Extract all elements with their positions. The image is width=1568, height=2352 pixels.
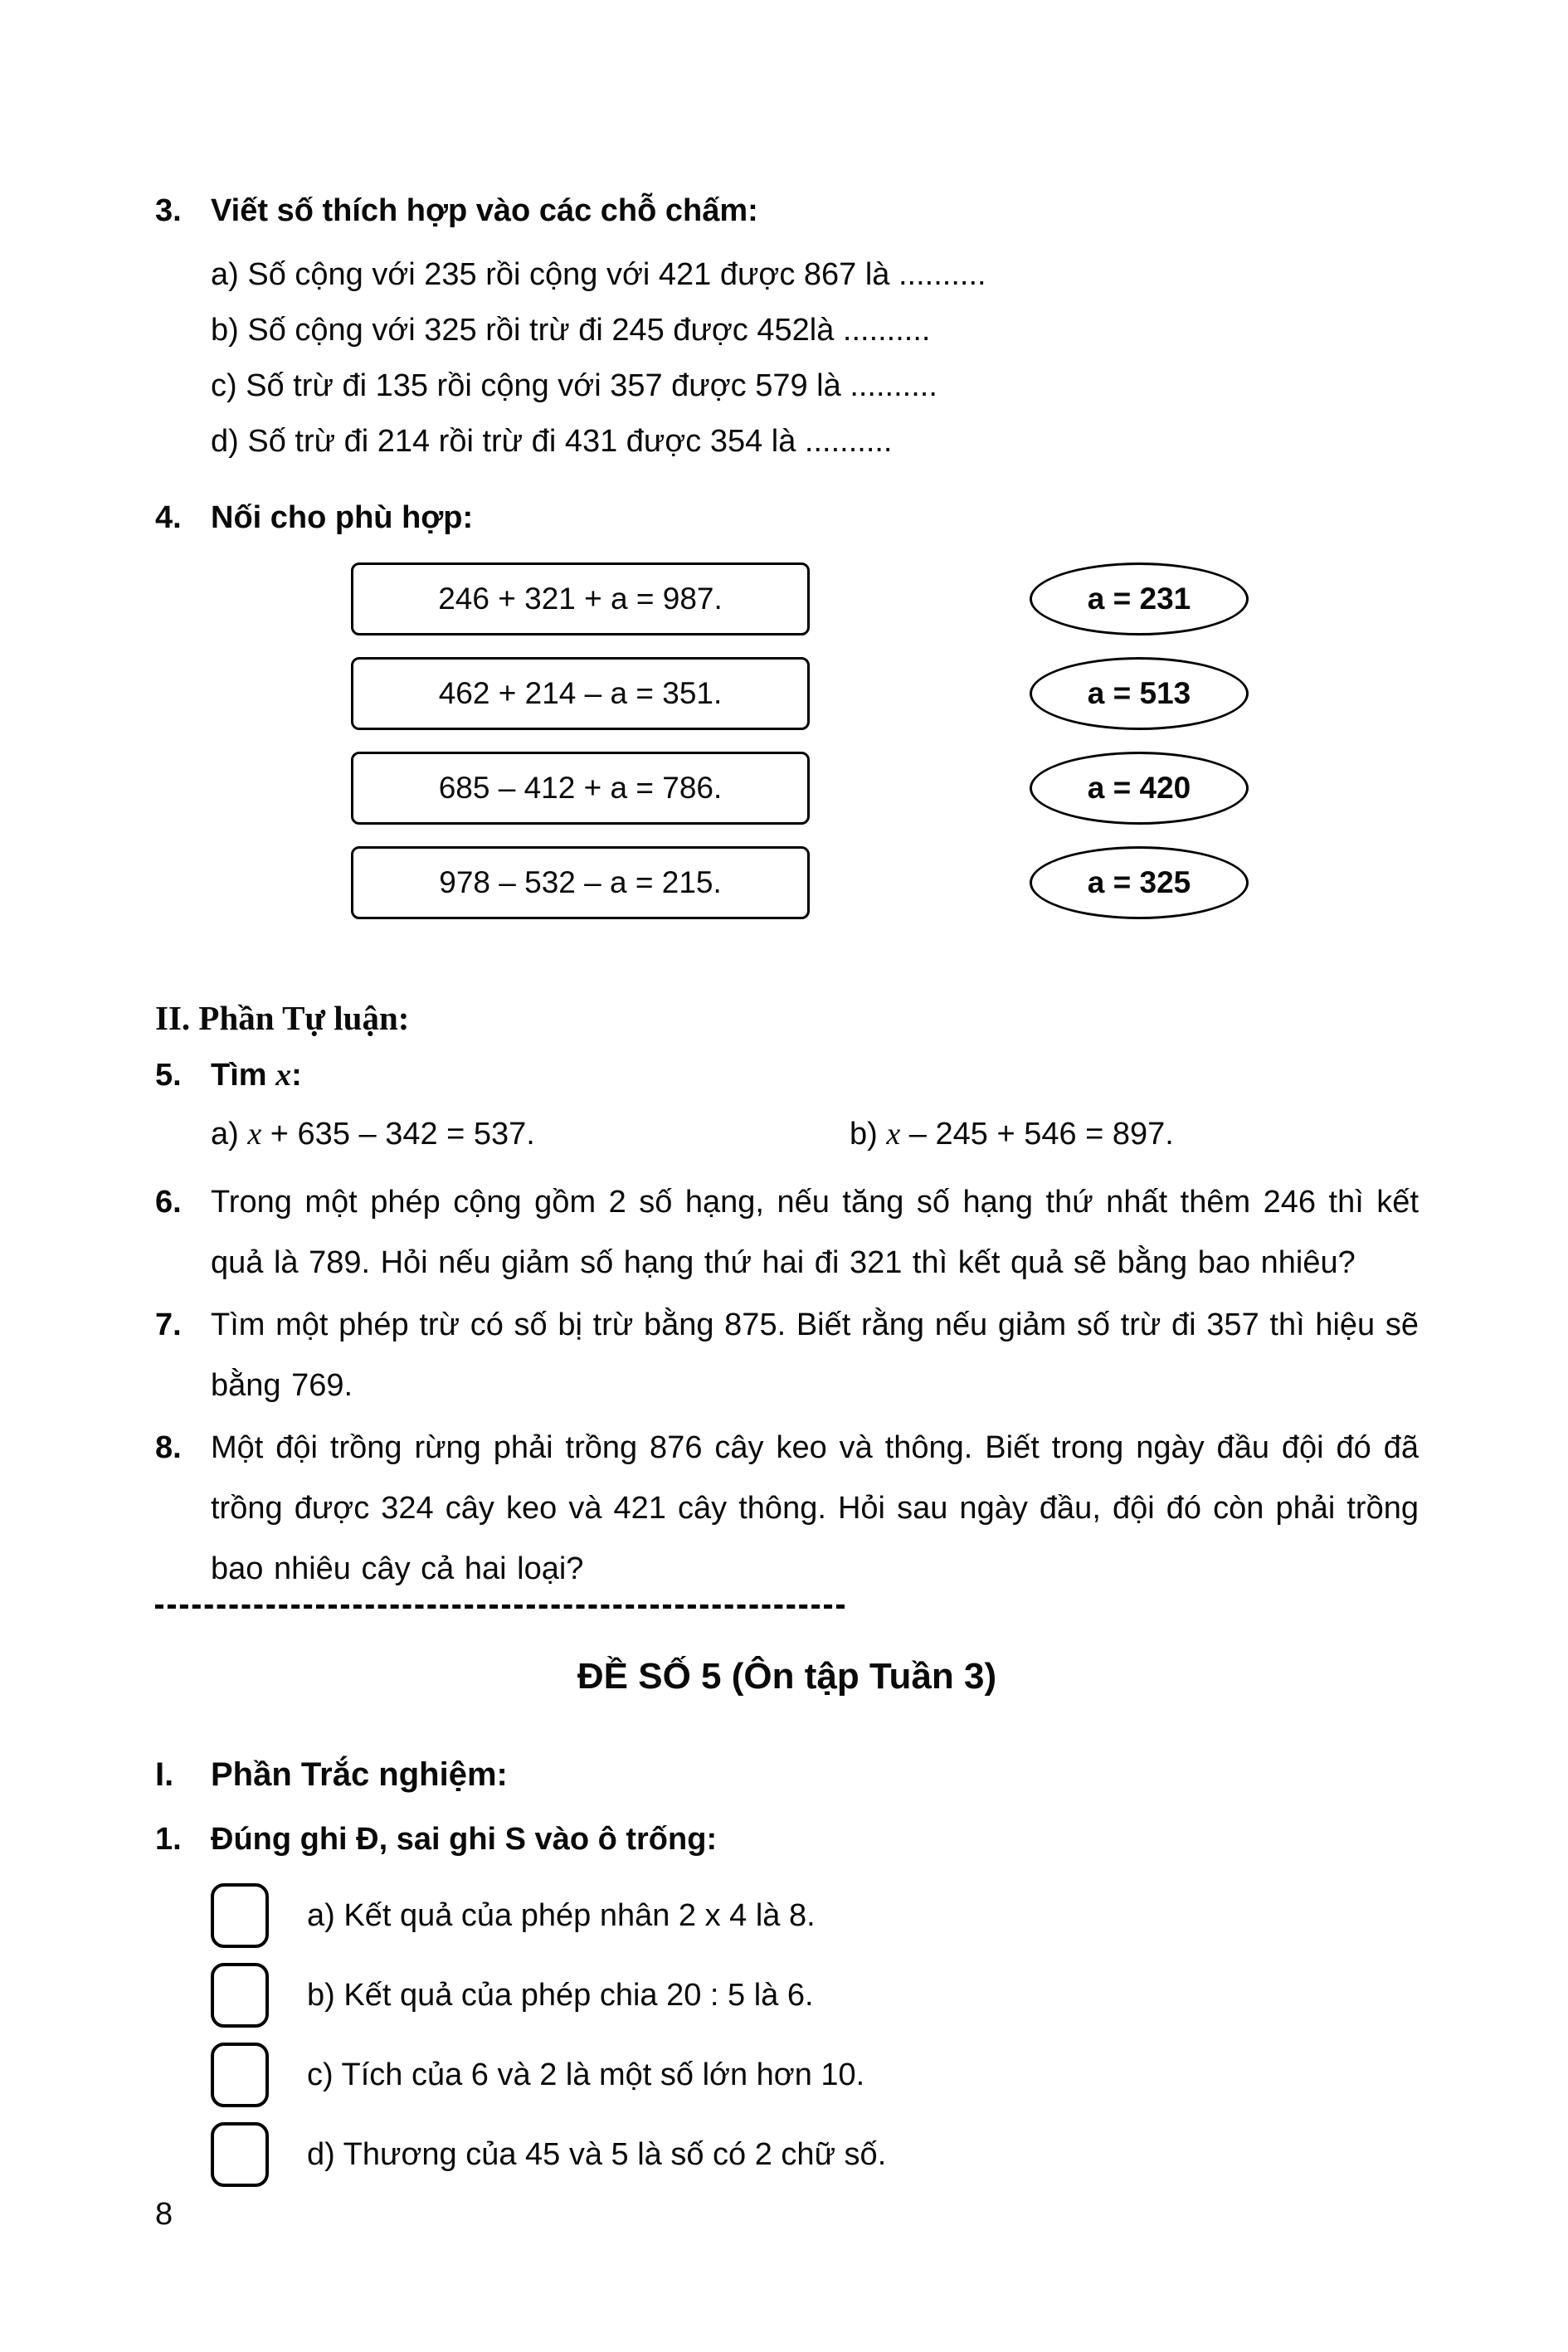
section-5-heading — [155, 1052, 1419, 1098]
question-1-heading — [155, 1816, 1419, 1863]
true-false-row-a — [211, 1882, 1419, 1949]
equation-box-3: 685 – 412 + a = 786. — [351, 752, 810, 825]
equation-b-label: b) — [850, 1117, 878, 1152]
part-i-number: I. — [155, 1756, 174, 1793]
answer-box-c — [211, 2043, 269, 2107]
section-5-number: 5. — [155, 1058, 182, 1093]
find-x-equations — [211, 1107, 1419, 1162]
test-5-title: ĐỀ SỐ 5 (Ôn tập Tuần 3) — [577, 1656, 997, 1697]
section-5-title — [211, 1052, 302, 1098]
fill-in-item-c: c) Số trừ đi 135 rồi cộng với 357 được 579 là .......... — [211, 368, 937, 403]
section-4-title: Nối cho phù hợp: — [211, 500, 474, 535]
equation-box-1: 246 + 321 + a = 987. — [351, 562, 810, 635]
answer-box-a — [211, 1883, 269, 1948]
equation-box-4: 978 – 532 – a = 215. — [351, 846, 810, 919]
find-x-equation-a — [211, 1107, 850, 1162]
equation-a-expression: + 635 – 342 = 537. — [270, 1117, 535, 1152]
answer-ellipse-2: a = 513 — [1030, 657, 1249, 730]
problem-7-text: Tìm một phép trừ có số bị trừ bằng 875. Biết rằng nếu giảm số trừ đi 357 thì hiệu sẽ bằng 769. — [211, 1307, 1419, 1403]
dashed-separator — [155, 1605, 845, 1609]
part-i-heading — [155, 1751, 1419, 1798]
problem-8-text: Một đội trồng rừng phải trồng 876 cây keo và thông. Biết trong ngày đầu đội đó đã trồng được 324 cây keo và 421 cây thông. Hỏi sau ngày đầu, đội đó còn phải trồng bao nhiêu cây cả hai loại? — [211, 1430, 1419, 1586]
answer-ellipse-3: a = 420 — [1030, 752, 1249, 825]
find-label: Tìm — [211, 1058, 267, 1093]
section-4-heading — [155, 494, 1419, 541]
problem-6-number: 6. — [155, 1185, 182, 1220]
answer-column — [1030, 562, 1249, 919]
problem-8 — [155, 1418, 1419, 1600]
true-false-row-d — [211, 2121, 1419, 2188]
page-number: 8 — [155, 2197, 173, 2232]
equation-column — [351, 562, 810, 919]
true-false-row-c — [211, 2042, 1419, 2108]
true-false-row-b — [211, 1962, 1419, 2028]
answer-ellipse-1: a = 231 — [1030, 562, 1249, 635]
section-3-number: 3. — [155, 193, 182, 228]
answer-box-d — [211, 2122, 269, 2187]
fill-in-item-a: a) Số cộng với 235 rồi cộng với 421 được 867 là .......... — [211, 257, 986, 292]
variable-x: x — [275, 1058, 292, 1093]
question-1-number: 1. — [155, 1822, 182, 1857]
equation-b-expression: – 245 + 546 = 897. — [908, 1117, 1174, 1152]
part-i-title: Phần Trắc nghiệm: — [211, 1756, 508, 1793]
problem-7 — [155, 1295, 1419, 1416]
answer-box-b — [211, 1963, 269, 2028]
part-ii-heading: II. Phần Tự luận: — [155, 999, 410, 1037]
problem-6 — [155, 1172, 1419, 1293]
statement-d: d) Thương của 45 và 5 là số có 2 chữ số. — [307, 2136, 887, 2172]
problem-8-number: 8. — [155, 1430, 182, 1465]
colon: : — [291, 1058, 302, 1093]
section-4-number: 4. — [155, 500, 182, 535]
find-x-equation-b — [850, 1107, 1174, 1162]
section-3-items — [211, 247, 1419, 470]
problem-7-number: 7. — [155, 1307, 182, 1342]
problem-6-text: Trong một phép cộng gồm 2 số hạng, nếu tăng số hạng thứ nhất thêm 246 thì kết quả là 789. Hỏi nếu giảm số hạng thứ hai đi 321 thì kết quả sẽ bằng bao nhiêu? — [211, 1185, 1419, 1280]
statement-a: a) Kết quả của phép nhân 2 x 4 là 8. — [307, 1897, 816, 1933]
answer-ellipse-4: a = 325 — [1030, 846, 1249, 919]
statement-c: c) Tích của 6 và 2 là một số lớn hơn 10. — [307, 2057, 865, 2092]
fill-in-item-d: d) Số trừ đi 214 rồi trừ đi 431 được 354 là .......... — [211, 424, 893, 459]
equation-a-variable: x — [247, 1117, 262, 1152]
equation-a-label: a) — [211, 1117, 239, 1152]
equation-b-variable: x — [886, 1117, 901, 1152]
matching-exercise — [155, 562, 1419, 919]
statement-b: b) Kết quả của phép chia 20 : 5 là 6. — [307, 1977, 814, 2013]
section-3-title: Viết số thích hợp vào các chỗ chấm: — [211, 193, 758, 228]
question-1-title: Đúng ghi Đ, sai ghi S vào ô trống: — [211, 1822, 718, 1857]
true-false-items — [211, 1882, 1419, 2188]
section-3-heading — [155, 187, 1419, 234]
fill-in-item-b: b) Số cộng với 325 rồi trừ đi 245 được 452là .......... — [211, 313, 931, 348]
equation-box-2: 462 + 214 – a = 351. — [351, 657, 810, 730]
